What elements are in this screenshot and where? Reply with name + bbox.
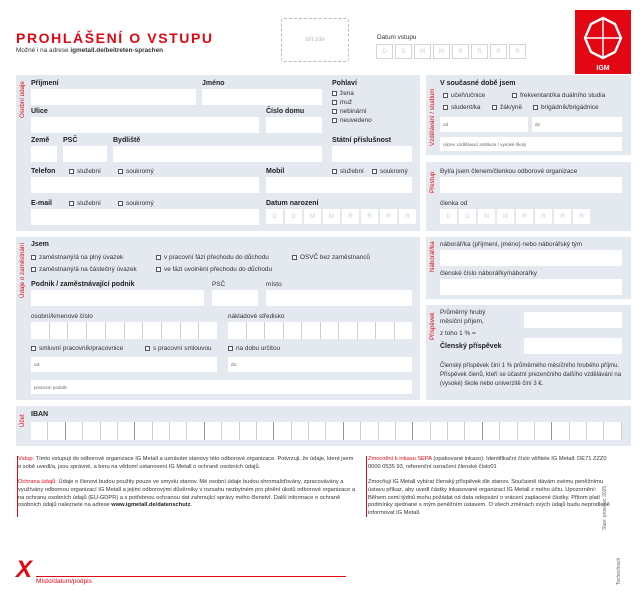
- bydliste-label: Bydliště: [113, 137, 141, 144]
- prijmeni-input[interactable]: [31, 89, 196, 105]
- mobil-soukromy-checkbox[interactable]: soukromý: [372, 168, 408, 175]
- one-percent-label: z toho 1 % =: [440, 330, 476, 337]
- cost-center-label: nákladové středisko: [228, 313, 285, 320]
- version-label: Stav: prosinec 2025: [602, 485, 608, 530]
- bydliste-input[interactable]: [113, 146, 322, 162]
- telefon-label: Telefon: [31, 168, 56, 175]
- ulice-label: Ulice: [31, 108, 48, 115]
- mobil-sluzebni-checkbox[interactable]: služební: [332, 168, 364, 175]
- entry-date-label: Datum vstupu: [377, 34, 417, 41]
- signature-mark: X: [16, 556, 33, 583]
- gross-income-label-2: měsíční příjem,: [440, 318, 484, 325]
- iban-input[interactable]: [31, 422, 622, 440]
- gross-income-label-1: Průměrný hrubý: [440, 309, 486, 316]
- email-input[interactable]: [31, 209, 259, 225]
- education-heading: V současné době jsem: [440, 80, 516, 87]
- fixed-term-checkbox[interactable]: na dobu určitou: [228, 345, 280, 352]
- email-label: E-mail: [31, 200, 53, 207]
- education-section-label: Vzdělávání / studium: [429, 88, 436, 146]
- psc-input[interactable]: [63, 146, 107, 162]
- recruiter-number-label: členské číslo náborářky/náborářky: [440, 270, 537, 277]
- education-from-input[interactable]: od: [440, 117, 528, 132]
- form-subtitle: Možné i na adrese igmetall.de/beitreten-sprachen: [16, 47, 164, 54]
- employment-heading: Jsem: [31, 241, 49, 248]
- fulltime-checkbox[interactable]: zaměstnaný/á na plný úvazek: [31, 254, 123, 261]
- iban-section-label: Účet: [19, 414, 26, 427]
- sector-input[interactable]: pracovní podnik:: [31, 380, 412, 394]
- signature-line[interactable]: [36, 576, 346, 577]
- entry-date-input[interactable]: D D M M R R R R: [376, 44, 528, 59]
- footer-right-rule: [366, 456, 367, 517]
- zak-checkbox[interactable]: žák/yně: [492, 104, 522, 111]
- zeme-input[interactable]: [31, 146, 57, 162]
- statni-prislusnost-input[interactable]: [332, 146, 412, 162]
- gross-income-input[interactable]: [524, 312, 622, 328]
- photo-placeholder: štít zde: [281, 18, 349, 62]
- employer-psc-input[interactable]: [212, 290, 258, 306]
- logo-text: IGM: [596, 65, 610, 72]
- self-employed-checkbox[interactable]: OSVČ bez zaměstnanců: [292, 254, 370, 261]
- frekventant-checkbox[interactable]: frekventant/ka duálního studia: [512, 92, 605, 99]
- education-to-input[interactable]: do: [532, 117, 622, 132]
- mobil-label: Mobil: [266, 168, 285, 175]
- employment-to-input[interactable]: do:: [228, 357, 412, 372]
- sepa-mandate-text: Zmocňuji IG Metall vybírat členský příspěvek dle stanov. Současně dávám svému peněžnímu ústavu příkaz, aby uvedl částky inkasované organizací IG Metall z mého účtu. Upozornění: Během osmi týdnů mohu požádat od data odepsání o vrácení zaplacené částky. Přitom platí podmínky sjednané s mým peněžním ústavem. O všech změnách svých údajů budu neprodleně informovat IG Metall.: [368, 479, 610, 517]
- contract-worker-checkbox[interactable]: smluvní pracovník/pracovnice: [31, 345, 123, 352]
- employment-from-input[interactable]: od:: [31, 357, 217, 372]
- signature-label: Místo/datum/podpis: [36, 578, 92, 585]
- employer-psc-label: PSČ: [212, 281, 226, 288]
- retirement-release-phase-checkbox[interactable]: ve fázi uvolnění přechodu do důchodu: [156, 266, 272, 273]
- student-checkbox[interactable]: student/ka: [443, 104, 481, 111]
- gender-nonbinary-checkbox[interactable]: nebinární: [332, 108, 367, 115]
- form-title: PROHLÁŠENÍ O VSTUPU: [16, 30, 214, 46]
- gender-female-checkbox[interactable]: žena: [332, 90, 354, 97]
- privacy-notice: Ochrana údajů: Údaje o členovi budou použity pouze ve smyslu stanov. Mé osobní údaje budou shromažďovány, zpracovávány a využívány odbornou organizací IG Metall a jejími odborovými důvěrníky v rozsahu nezbytném pro plnění úkolů odborové organizace a na ochranu osobních údajů (EU-GDPR) a s potřebnou ochranou dat zahrnující správy mého členství. Další informace o ochraně osobních údajů naleznete na adrese www.igmetall.de/datenschutz.: [18, 479, 356, 509]
- igmetall-logo: [575, 10, 631, 74]
- employer-label: Podnik / zaměstnávající podnik: [31, 281, 135, 288]
- prijmeni-label: Příjmení: [31, 80, 59, 87]
- birth-date-input[interactable]: D D M M R R R R: [266, 209, 418, 224]
- retirement-work-phase-checkbox[interactable]: v pracovní fázi přechodu do důchodu: [156, 254, 269, 261]
- cislo-domu-input[interactable]: [266, 117, 322, 133]
- cost-center-input[interactable]: [228, 322, 412, 339]
- datum-narozeni-label: Datum narození: [266, 200, 319, 207]
- mobil-input[interactable]: [266, 177, 412, 193]
- school-name-input[interactable]: název vzdělávací instituce / vysoké školy: [440, 137, 622, 151]
- language-label: Tschechisch: [616, 557, 622, 585]
- personal-section-label: Osobní údaje: [19, 81, 26, 118]
- personal-number-label: osobní/kmenové číslo: [31, 313, 93, 320]
- brigadnik-checkbox[interactable]: brigádník/brigádnice: [533, 104, 599, 111]
- gender-male-checkbox[interactable]: muž: [332, 99, 352, 106]
- member-fee-label: Členský příspěvek: [440, 343, 502, 350]
- psc-label: PSČ: [63, 137, 78, 144]
- parttime-checkbox[interactable]: zaměstnaný/á na částečný úvazek: [31, 266, 137, 273]
- gender-unspecified-checkbox[interactable]: neuvedeno: [332, 117, 372, 124]
- sepa-header-text: Zmocnění k inkasu SEPA (opakované inkaso): Identifikační číslo věřitele IG Metall: DE71 ZZZ0 0000 0535 93, referenční označení členské číslo01: [368, 456, 607, 470]
- telefon-input[interactable]: [31, 177, 259, 193]
- ulice-input[interactable]: [31, 117, 259, 133]
- email-soukromy-checkbox[interactable]: soukromý: [118, 200, 154, 207]
- transfer-question: Byl/a jsem členem/členkou odborové organizace: [440, 168, 578, 175]
- telefon-soukromy-checkbox[interactable]: soukromý: [118, 168, 154, 175]
- employer-city-input[interactable]: [266, 290, 412, 306]
- recruiter-number-input[interactable]: [440, 279, 622, 295]
- employment-contract-checkbox[interactable]: s pracovní smlouvou: [145, 345, 212, 352]
- fee-section-label: Příspěvek: [429, 312, 436, 340]
- entry-declaration: Vstup: Tímto vstupuji do odborové organizace IG Metall a uznávám stanovy této odborové organizace. Potvrzuji, že údaje, které jsem o sobě uvedl/a, jsou správné, a beru na vědomí ustanovení IG Metall o ochraně osobních údajů.: [18, 456, 354, 470]
- jmeno-label: Jméno: [202, 80, 225, 87]
- previous-union-input[interactable]: [440, 177, 622, 193]
- jmeno-input[interactable]: [202, 89, 322, 105]
- cislo-domu-label: Číslo domu: [266, 108, 305, 115]
- telefon-sluzebni-checkbox[interactable]: služební: [69, 168, 101, 175]
- employer-city-label: místo: [266, 281, 282, 288]
- fee-note: Členský příspěvek činí 1 % průměrného měsíčního hrubého příjmu. Příspěvek členů, kteří se účastní prezenčního dalšího vzdělávání na (vysoké) škole nebo univerzitě činí 3 €.: [440, 363, 622, 387]
- transfer-date-input[interactable]: D D M M R R R R: [440, 209, 592, 224]
- employer-input[interactable]: [31, 290, 204, 306]
- recruiter-name-label: náborář/ka (příjmení, jméno) nebo náborářský tým: [440, 241, 583, 248]
- member-fee-input[interactable]: [524, 338, 622, 354]
- recruiter-section-label: Náborář/ka: [429, 241, 436, 272]
- iban-label: IBAN: [31, 411, 49, 418]
- pohlavi-label: Pohlaví: [332, 80, 357, 87]
- email-sluzebni-checkbox[interactable]: služební: [69, 200, 101, 207]
- personal-number-input[interactable]: [31, 322, 217, 339]
- zeme-label: Země: [31, 137, 50, 144]
- ucen-checkbox[interactable]: učeň/učnice: [443, 92, 485, 99]
- employment-section-label: Údaje o zaměstnání: [19, 242, 26, 298]
- recruiter-name-input[interactable]: [440, 250, 622, 266]
- transfer-since-label: členka od: [440, 200, 468, 207]
- statni-prislusnost-label: Státní příslušnost: [332, 137, 392, 144]
- transfer-section-label: Přestup: [429, 171, 436, 193]
